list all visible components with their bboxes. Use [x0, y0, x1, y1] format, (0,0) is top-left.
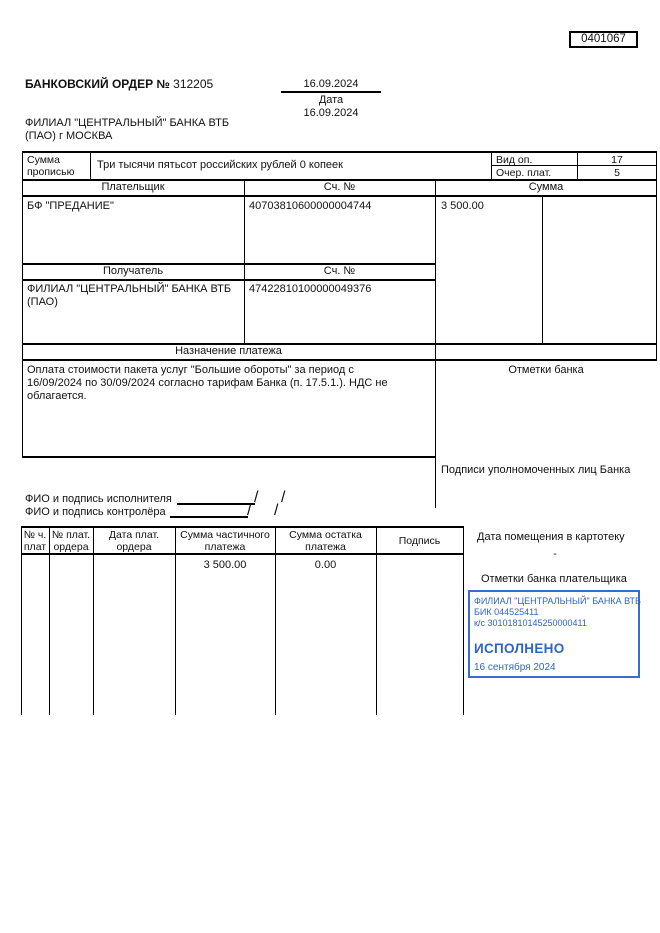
- signature-slash: /: [281, 489, 286, 506]
- amount-header: Сумма: [528, 181, 564, 193]
- payer-account-header: Сч. №: [323, 181, 356, 193]
- partial-amount-cell: 3 500.00: [203, 559, 247, 571]
- divider-line: [491, 151, 492, 179]
- divider-line: [275, 526, 276, 715]
- form-code: 0401067: [581, 33, 626, 45]
- payer-header: Плательщик: [101, 181, 165, 193]
- order-number: 312205: [173, 77, 214, 91]
- amount-in-words: Три тысячи пятьсот российских рублей 0 копеек: [97, 159, 343, 171]
- amount-words-label-line1: Сумма: [27, 154, 60, 166]
- divider-line: [21, 526, 22, 715]
- divider-line: [244, 179, 245, 343]
- signature-slash: /: [247, 502, 252, 519]
- amount-value: 3 500.00: [441, 200, 484, 212]
- column-header-order-date: Дата плат. ордера: [108, 529, 160, 553]
- controller-signature-label: ФИО и подпись контролёра: [25, 506, 166, 518]
- divider-line: [22, 195, 657, 197]
- divider-line: [376, 526, 377, 715]
- divider-line: [93, 526, 94, 715]
- divider-line: [22, 151, 657, 153]
- amount-words-label-line2: прописью: [27, 166, 75, 178]
- payee-account-header: Сч. №: [323, 265, 356, 277]
- divider-line: [21, 526, 464, 528]
- op-type-label: Вид оп.: [496, 154, 533, 166]
- payer-account: 40703810600000004744: [249, 200, 372, 212]
- payee-account: 47422810100000049376: [249, 283, 372, 295]
- bank-signatures-label: Подписи уполномоченных лиц Банка: [441, 464, 631, 476]
- divider-line: [463, 526, 464, 715]
- divider-line: [542, 195, 543, 343]
- divider-line: [22, 359, 657, 361]
- column-header-partial-number: № ч. плат: [23, 529, 47, 553]
- priority-value: 5: [614, 167, 620, 179]
- payee-header: Получатель: [102, 265, 164, 277]
- divider-line: [435, 179, 436, 508]
- divider-line: [22, 456, 435, 458]
- purpose-text-line2: 16/09/2024 по 30/09/2024 согласно тарифам Банка (п. 17.5.1.). НДС не: [27, 377, 388, 389]
- divider-line: [22, 279, 435, 281]
- divider-line: [90, 151, 91, 179]
- signature-underline: [177, 503, 255, 505]
- stamp-date: 16 сентября 2024: [474, 662, 556, 673]
- purpose-text-line1: Оплата стоимости пакета услуг "Большие обороты" за период с: [27, 364, 354, 376]
- stamp-bik: БИК 044525411: [474, 607, 539, 617]
- executor-signature-label: ФИО и подпись исполнителя: [25, 493, 172, 505]
- bank-marks-label: Отметки банка: [508, 364, 584, 376]
- divider-line: [22, 151, 23, 458]
- stamp-corr-account: к/с 30101810145250000411: [474, 618, 587, 628]
- document-title-label: БАНКОВСКИЙ ОРДЕР №: [25, 77, 170, 91]
- stamp-status: ИСПОЛНЕНО: [474, 641, 565, 656]
- card-index-date-value: -: [553, 548, 557, 560]
- stamp-bank-name: ФИЛИАЛ "ЦЕНТРАЛЬНЫЙ" БАНКА ВТБ: [474, 596, 641, 606]
- column-header-order-number: № плат. ордера: [51, 529, 91, 553]
- form-code-box: [569, 31, 638, 48]
- bank-name-line2: (ПАО) г МОСКВА: [25, 130, 113, 142]
- rest-amount-cell: 0.00: [314, 559, 337, 571]
- card-index-date-label: Дата помещения в картотеку: [477, 531, 625, 543]
- date-label: Дата: [318, 94, 344, 106]
- divider-line: [175, 526, 176, 715]
- payer-name: БФ "ПРЕДАНИЕ": [27, 200, 114, 212]
- priority-label: Очер. плат.: [496, 167, 552, 179]
- column-header-partial-amount: Сумма частичного платежа: [180, 529, 270, 553]
- bank-name-line1: ФИЛИАЛ "ЦЕНТРАЛЬНЫЙ" БАНКА ВТБ: [25, 117, 230, 129]
- order-date-bottom: 16.09.2024: [303, 107, 359, 119]
- column-header-rest-amount: Сумма остатка платежа: [289, 529, 362, 553]
- divider-line: [21, 553, 464, 555]
- payee-name-line1: ФИЛИАЛ "ЦЕНТРАЛЬНЫЙ" БАНКА ВТБ: [27, 283, 232, 295]
- purpose-header: Назначение платежа: [175, 345, 282, 357]
- payer-bank-marks-label: Отметки банка плательщика: [481, 573, 627, 585]
- signature-underline: [170, 516, 248, 518]
- divider-line: [281, 91, 381, 93]
- signature-slash: /: [254, 489, 259, 506]
- order-date-top: 16.09.2024: [303, 78, 359, 90]
- column-header-signature: Подпись: [398, 535, 441, 547]
- divider-line: [49, 526, 50, 715]
- payee-name-line2: (ПАО): [27, 296, 58, 308]
- document-title: [25, 78, 213, 91]
- signature-slash: /: [274, 502, 279, 519]
- op-type-value: 17: [611, 154, 623, 166]
- purpose-text-line3: облагается.: [27, 390, 87, 402]
